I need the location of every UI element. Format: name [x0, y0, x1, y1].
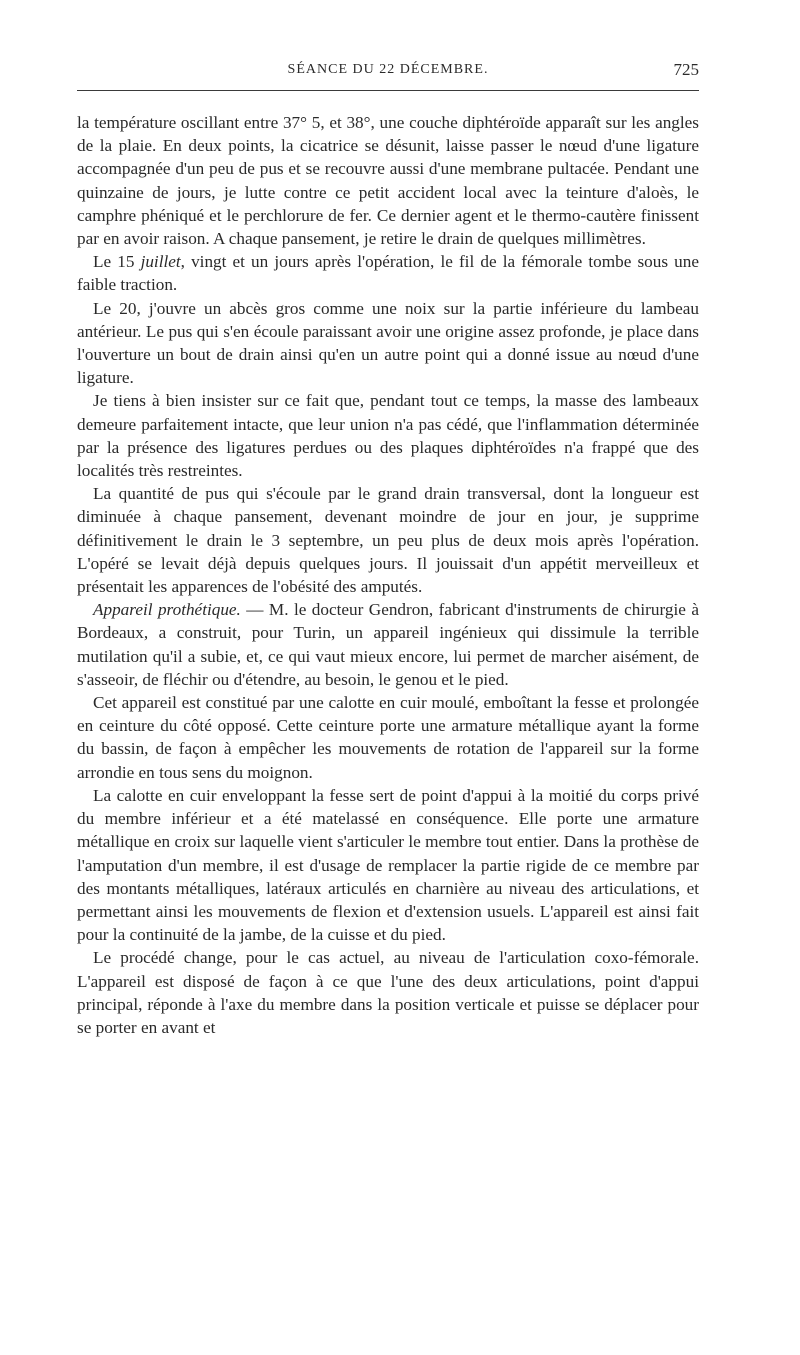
paragraph [77, 250, 699, 296]
paragraph-text: Le 20, j'ouvre un abcès gros comme une noix sur la partie inférieure du lambeau antérieur. Le pus qui s'en écoule paraissant avoir une origine assez profonde, je place dans l'ouverture un bout de drain ainsi qu'en un autre point qui a donné issue au nœud d'une ligature. [77, 298, 699, 388]
paragraph [77, 691, 699, 784]
running-header [77, 58, 699, 86]
paragraph [77, 297, 699, 390]
body-text [77, 111, 699, 1039]
paragraph [77, 111, 699, 250]
paragraph-text: , vingt et un jours après l'opération, le fil de la fémorale tombe sous une faible traction. [77, 252, 699, 295]
paragraph-text: La calotte en cuir enveloppant la fesse sert de point d'appui à la moitié du corps privé du membre inférieur et a été matelassé en conséquence. Elle porte une armature métallique en croix sur laquelle vient s'articuler le membre tout entier. Dans la prothèse de l'amputation d'un membre, il est d'usage de remplacer la partie rigide de ce membre par des montants métalliques, latéraux articulés en charnière au niveau des articulations, et permettant ainsi les mouvements de flexion et d'extension usuels. L'appareil est ainsi fait pour la continuité de la jambe, de la cuisse et du pied. [77, 785, 699, 945]
paragraph [77, 389, 699, 482]
paragraph-text: Je tiens à bien insister sur ce fait que, pendant tout ce temps, la masse des lambeaux demeure parfaitement intacte, que leur union n'a pas cédé, que l'inflammation déterminée par la présence des ligatures perdues ou des plaques diphtéroïdes n'a frappé que des localités très restreintes. [77, 391, 699, 481]
paragraph [77, 482, 699, 598]
header-rule [77, 90, 699, 91]
paragraph-text: Cet appareil est constitué par une calotte en cuir moulé, emboîtant la fesse et prolongée en ceinture du côté opposé. Cette ceinture porte une armature métallique ayant la forme du bassin, de façon à empêcher les mouvements de rotation de l'appareil sur la forme arrondie en tous sens du moignon. [77, 693, 699, 782]
paragraph [77, 784, 699, 946]
paragraph-text: Le procédé change, pour le cas actuel, au niveau de l'articulation coxo-fémorale. L'appareil est disposé de façon à ce que l'une des deux articulations, point d'appui principal, réponde à l'axe du membre dans la position verticale et puisse se déplacer pour se porter en avant et [77, 948, 699, 1037]
section-heading-italic: Appareil prothétique. [93, 600, 241, 620]
paragraph-text: la température oscillant entre 37° 5, et 38°, une couche diphtéroïde apparaît sur les angles de la plaie. En deux points, la cicatrice se désunit, laisse passer le nœud d'une ligature accompagnée d'un peu de pus et se recouvre aussi d'une membrane pultacée. Pendant une quinzaine de jours, je lutte contre ce petit accident local avec la teinture d'aloès, le camphre phéniqué et le perchlorure de fer. Ce dernier agent et le thermo-cautère finissent par en avoir raison. A chaque pansement, je retire le drain de quelques millimètres. [77, 113, 699, 249]
running-title: SÉANCE DU 22 DÉCEMBRE. [287, 62, 489, 77]
paragraph [77, 946, 699, 1039]
document-page [77, 58, 699, 1039]
paragraph [77, 598, 699, 691]
paragraph-text: — M. le docteur Gendron, fabricant d'instruments de chirurgie à Bordeaux, a construit, pour Turin, un appareil ingénieux qui dissimule la terrible mutilation qu'il a subie, et, ce qui vaut mieux encore, lui permet de marcher aisément, de s'asseoir, de fléchir ou d'étendre, au besoin, le genou et le pied. [77, 600, 699, 689]
paragraph-lead: Le 15 [93, 252, 141, 272]
date-italic: juillet [140, 252, 181, 272]
page-number: 725 [673, 60, 699, 79]
paragraph-text: La quantité de pus qui s'écoule par le grand drain transversal, dont la longueur est diminuée à chaque pansement, devenant moindre de jour en jour, je supprime définitivement le drain le 3 septembre, un peu plus de deux mois après l'opération. L'opéré se levait déjà depuis quelques jours. Il jouissait d'un appétit merveilleux et présentait les apparences de l'obésité des amputés. [77, 484, 699, 597]
